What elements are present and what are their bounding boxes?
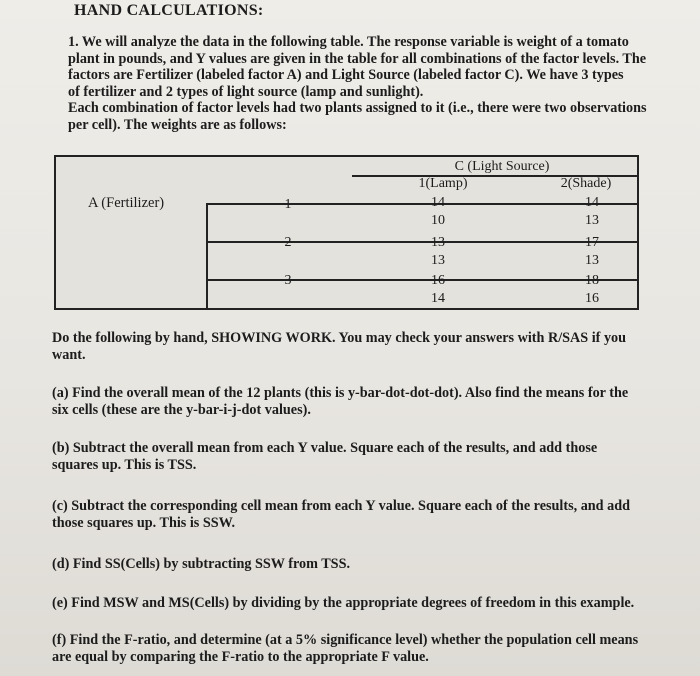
table-cell: 10 [431,213,445,228]
table-cell: 14 [431,291,445,306]
factor-a-label: A (Fertilizer) [88,195,165,211]
table-cell: 16 [431,273,445,288]
intro-line: plant in pounds, and Y values are given in the table for all combinations of the factor levels. The [68,50,647,67]
level-3: 3 [284,273,292,288]
page-heading: HAND CALCULATIONS: [74,2,264,19]
table-grid [206,157,637,308]
table-cell: 13 [431,253,445,268]
question-line: (e) Find MSW and MS(Cells) by dividing by the appropriate degrees of freedom in this example. [52,595,635,611]
level-1: 1 [284,197,292,212]
instructions [52,330,688,363]
intro-line: of fertilizer and 2 types of light source (lamp and sunlight). [68,83,424,100]
question-line: squares up. This is TSS. [52,456,197,473]
table-cell: 14 [431,195,445,210]
question-line: (d) Find SS(Cells) by subtracting SSW from TSS. [52,556,351,572]
table-cell: 16 [585,291,599,306]
question-e [52,595,688,612]
table-cell: 13 [585,253,599,268]
question-f [52,632,688,665]
question-line: (a) Find the overall mean of the 12 plants (this is y-bar-dot-dot-dot). Also find the means for the [52,385,629,401]
question-a [52,385,688,418]
col-header-shade: 2(Shade) [560,176,612,191]
question-line: (f) Find the F-ratio, and determine (at a 5% significance level) whether the population cell means [52,632,639,648]
question-line: are equal by comparing the F-ratio to the appropriate F value. [52,648,429,665]
intro-line: per cell). The weights are as follows: [68,116,287,133]
intro-line: 1. We will analyze the data in the following table. The response variable is weight of a tomato [68,34,629,50]
table-cell: 18 [585,273,599,288]
question-line: (c) Subtract the corresponding cell mean from each Y value. Square each of the results, and add [52,498,630,514]
question-line: six cells (these are the y-bar-i-j-dot values). [52,401,311,418]
question-line: (b) Subtract the overall mean from each Y value. Square each of the results, and add those [52,440,598,456]
question-line: want. [52,346,86,363]
intro-line: Each combination of factor levels had two plants assigned to it (i.e., there were two observations [68,100,647,116]
table-cell: 14 [585,195,599,210]
question-d [52,556,688,573]
table-cell: 17 [585,235,599,250]
problem-intro [68,34,680,133]
question-b [52,440,688,473]
question-line: those squares up. This is SSW. [52,514,236,531]
question-line: Do the following by hand, SHOWING WORK. You may check your answers with R/SAS if you [52,330,627,346]
factor-c-label: C (Light Source) [454,159,550,174]
table-cell: 13 [431,235,445,250]
col-header-lamp: 1(Lamp) [418,176,468,191]
question-c [52,498,688,531]
data-table [54,155,639,310]
table-cell: 13 [585,213,599,228]
level-2: 2 [284,235,292,250]
intro-line: factors are Fertilizer (labeled factor A) and Light Source (labeled factor C). We have 3 types [68,67,624,83]
